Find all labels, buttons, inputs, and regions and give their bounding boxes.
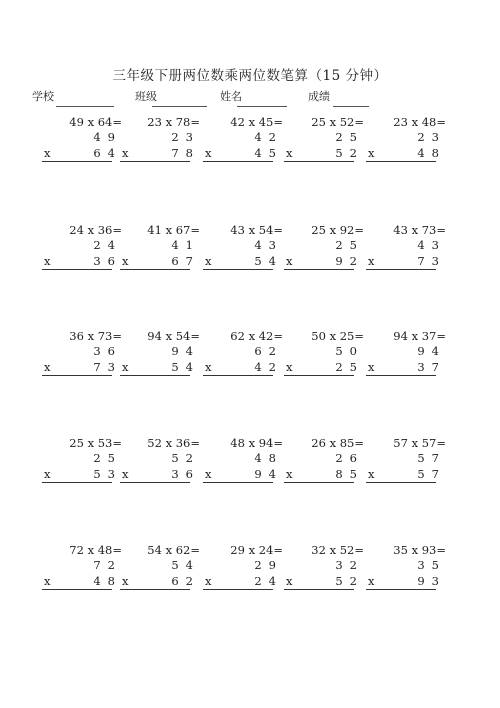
multiplier: 93 bbox=[417, 574, 446, 588]
score-field[interactable] bbox=[333, 106, 369, 107]
times-sign: x bbox=[122, 254, 129, 268]
multiplicand: 43 bbox=[254, 238, 283, 252]
problem-expression: 24 x 36= bbox=[69, 223, 122, 237]
multiplicand: 94 bbox=[417, 344, 446, 358]
problem-expression: 26 x 85= bbox=[311, 436, 364, 450]
problem-expression: 23 x 48= bbox=[393, 115, 446, 129]
problem-item bbox=[203, 436, 293, 496]
answer-rule bbox=[120, 161, 190, 162]
problem-expression: 52 x 36= bbox=[147, 436, 200, 450]
answer-rule bbox=[42, 482, 112, 483]
problem-expression: 41 x 67= bbox=[147, 223, 200, 237]
answer-rule bbox=[120, 375, 190, 376]
problem-item bbox=[284, 329, 374, 389]
multiplier: 54 bbox=[171, 360, 200, 374]
multiplier: 37 bbox=[417, 360, 446, 374]
multiplicand: 41 bbox=[171, 238, 200, 252]
multiplicand: 72 bbox=[93, 558, 122, 572]
answer-rule bbox=[120, 589, 190, 590]
multiplier: 36 bbox=[93, 254, 122, 268]
answer-rule bbox=[42, 269, 112, 270]
multiplier: 64 bbox=[93, 146, 122, 160]
problem-expression: 57 x 57= bbox=[393, 436, 446, 450]
problem-expression: 43 x 73= bbox=[393, 223, 446, 237]
multiplier: 57 bbox=[417, 467, 446, 481]
multiplicand: 42 bbox=[254, 130, 283, 144]
problem-item bbox=[203, 115, 293, 175]
problem-item bbox=[42, 329, 132, 389]
multiplicand: 49 bbox=[93, 130, 122, 144]
multiplicand: 43 bbox=[417, 238, 446, 252]
answer-rule bbox=[366, 482, 436, 483]
problem-expression: 36 x 73= bbox=[69, 329, 122, 343]
answer-rule bbox=[284, 161, 354, 162]
multiplicand: 29 bbox=[254, 558, 283, 572]
problem-item bbox=[366, 115, 456, 175]
problem-expression: 35 x 93= bbox=[393, 543, 446, 557]
answer-rule bbox=[366, 269, 436, 270]
problem-item bbox=[284, 223, 374, 283]
times-sign: x bbox=[368, 574, 375, 588]
times-sign: x bbox=[368, 146, 375, 160]
times-sign: x bbox=[205, 467, 212, 481]
problem-expression: 72 x 48= bbox=[69, 543, 122, 557]
multiplier: 54 bbox=[254, 254, 283, 268]
multiplier: 25 bbox=[335, 360, 364, 374]
times-sign: x bbox=[368, 254, 375, 268]
times-sign: x bbox=[44, 360, 51, 374]
multiplicand: 35 bbox=[417, 558, 446, 572]
answer-rule bbox=[42, 161, 112, 162]
problem-item bbox=[120, 543, 210, 603]
multiplier: 48 bbox=[93, 574, 122, 588]
problem-expression: 29 x 24= bbox=[230, 543, 283, 557]
times-sign: x bbox=[286, 254, 293, 268]
multiplier: 62 bbox=[171, 574, 200, 588]
multiplicand: 62 bbox=[254, 344, 283, 358]
times-sign: x bbox=[286, 574, 293, 588]
answer-rule bbox=[366, 161, 436, 162]
problem-item bbox=[203, 329, 293, 389]
problem-item bbox=[203, 223, 293, 283]
problem-item bbox=[203, 543, 293, 603]
problem-expression: 48 x 94= bbox=[230, 436, 283, 450]
multiplicand: 50 bbox=[335, 344, 364, 358]
times-sign: x bbox=[205, 254, 212, 268]
answer-rule bbox=[284, 589, 354, 590]
answer-rule bbox=[42, 589, 112, 590]
answer-rule bbox=[203, 589, 273, 590]
times-sign: x bbox=[368, 360, 375, 374]
problem-expression: 43 x 54= bbox=[230, 223, 283, 237]
answer-rule bbox=[284, 375, 354, 376]
problem-expression: 25 x 53= bbox=[69, 436, 122, 450]
multiplicand: 25 bbox=[335, 238, 364, 252]
name-field[interactable] bbox=[237, 106, 287, 107]
multiplier: 52 bbox=[335, 146, 364, 160]
answer-rule bbox=[120, 482, 190, 483]
multiplicand: 23 bbox=[417, 130, 446, 144]
times-sign: x bbox=[205, 360, 212, 374]
problem-item bbox=[120, 115, 210, 175]
multiplicand: 25 bbox=[93, 451, 122, 465]
problem-expression: 25 x 52= bbox=[311, 115, 364, 129]
problem-expression: 32 x 52= bbox=[311, 543, 364, 557]
answer-rule bbox=[203, 161, 273, 162]
multiplier: 53 bbox=[93, 467, 122, 481]
times-sign: x bbox=[205, 574, 212, 588]
times-sign: x bbox=[286, 146, 293, 160]
problem-item bbox=[284, 543, 374, 603]
times-sign: x bbox=[122, 467, 129, 481]
name-label: 姓名 bbox=[220, 90, 242, 103]
answer-rule bbox=[42, 375, 112, 376]
problem-item bbox=[120, 223, 210, 283]
problem-item bbox=[42, 543, 132, 603]
problem-expression: 94 x 54= bbox=[147, 329, 200, 343]
multiplier: 85 bbox=[335, 467, 364, 481]
problem-item bbox=[42, 436, 132, 496]
multiplicand: 36 bbox=[93, 344, 122, 358]
answer-rule bbox=[203, 482, 273, 483]
school-label: 学校 bbox=[32, 90, 54, 103]
problem-expression: 25 x 92= bbox=[311, 223, 364, 237]
problem-expression: 94 x 37= bbox=[393, 329, 446, 343]
multiplier: 45 bbox=[254, 146, 283, 160]
problem-item bbox=[284, 115, 374, 175]
answer-rule bbox=[284, 482, 354, 483]
problem-expression: 23 x 78= bbox=[147, 115, 200, 129]
multiplier: 73 bbox=[93, 360, 122, 374]
times-sign: x bbox=[368, 467, 375, 481]
class-field[interactable] bbox=[152, 106, 207, 107]
multiplier: 67 bbox=[171, 254, 200, 268]
multiplicand: 26 bbox=[335, 451, 364, 465]
score-label: 成绩 bbox=[308, 90, 330, 103]
multiplier: 24 bbox=[254, 574, 283, 588]
multiplicand: 23 bbox=[171, 130, 200, 144]
problem-item bbox=[120, 436, 210, 496]
multiplier: 73 bbox=[417, 254, 446, 268]
multiplier: 78 bbox=[171, 146, 200, 160]
problem-item bbox=[366, 543, 456, 603]
multiplier: 48 bbox=[417, 146, 446, 160]
multiplier: 94 bbox=[254, 467, 283, 481]
problem-expression: 49 x 64= bbox=[69, 115, 122, 129]
multiplicand: 94 bbox=[171, 344, 200, 358]
answer-rule bbox=[203, 269, 273, 270]
multiplicand: 54 bbox=[171, 558, 200, 572]
problem-item bbox=[120, 329, 210, 389]
problem-item bbox=[42, 223, 132, 283]
problem-item bbox=[366, 436, 456, 496]
times-sign: x bbox=[286, 360, 293, 374]
times-sign: x bbox=[205, 146, 212, 160]
problem-expression: 62 x 42= bbox=[230, 329, 283, 343]
multiplicand: 32 bbox=[335, 558, 364, 572]
multiplicand: 52 bbox=[171, 451, 200, 465]
answer-rule bbox=[284, 269, 354, 270]
problem-item bbox=[42, 115, 132, 175]
multiplier: 52 bbox=[335, 574, 364, 588]
times-sign: x bbox=[44, 146, 51, 160]
problem-expression: 54 x 62= bbox=[147, 543, 200, 557]
multiplicand: 25 bbox=[335, 130, 364, 144]
times-sign: x bbox=[122, 146, 129, 160]
problem-item bbox=[366, 223, 456, 283]
times-sign: x bbox=[44, 574, 51, 588]
answer-rule bbox=[120, 269, 190, 270]
school-field[interactable] bbox=[56, 106, 114, 107]
multiplier: 42 bbox=[254, 360, 283, 374]
multiplicand: 24 bbox=[93, 238, 122, 252]
times-sign: x bbox=[44, 254, 51, 268]
times-sign: x bbox=[286, 467, 293, 481]
worksheet-title: 三年级下册两位数乘两位数笔算（15 分钟） bbox=[112, 68, 388, 84]
multiplier: 36 bbox=[171, 467, 200, 481]
problem-item bbox=[366, 329, 456, 389]
problem-item bbox=[284, 436, 374, 496]
times-sign: x bbox=[44, 467, 51, 481]
answer-rule bbox=[203, 375, 273, 376]
multiplicand: 48 bbox=[254, 451, 283, 465]
problem-expression: 50 x 25= bbox=[311, 329, 364, 343]
answer-rule bbox=[366, 375, 436, 376]
multiplicand: 57 bbox=[417, 451, 446, 465]
class-label: 班级 bbox=[135, 90, 157, 103]
times-sign: x bbox=[122, 360, 129, 374]
times-sign: x bbox=[122, 574, 129, 588]
multiplier: 92 bbox=[335, 254, 364, 268]
answer-rule bbox=[366, 589, 436, 590]
problem-expression: 42 x 45= bbox=[230, 115, 283, 129]
